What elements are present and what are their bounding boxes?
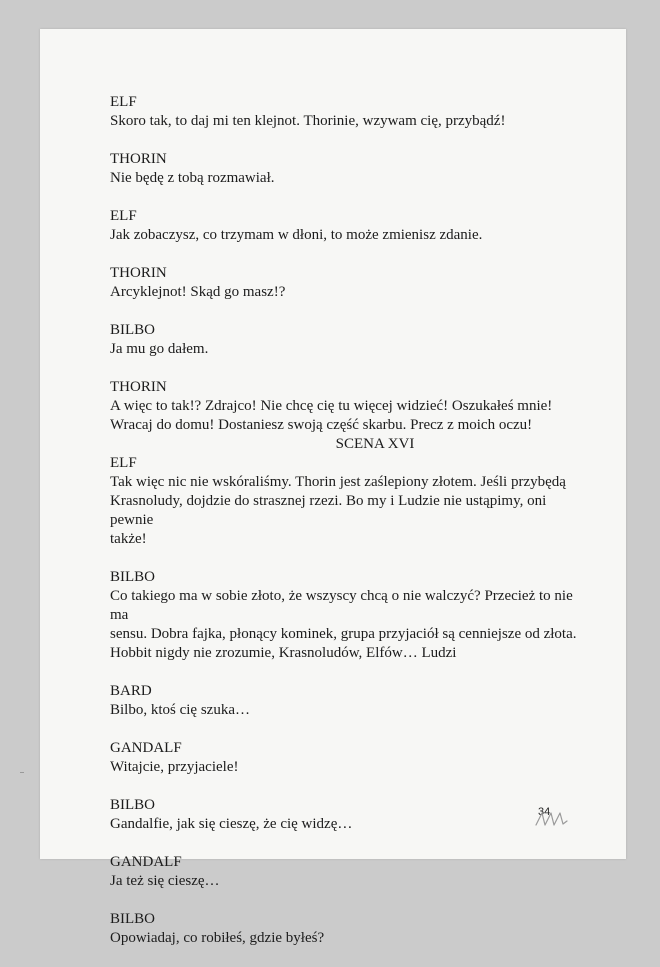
speaker-name: ELF	[110, 94, 137, 110]
dialogue-line: Arcyklejnot! Skąd go masz!?	[110, 284, 286, 300]
dialogue-block	[110, 853, 580, 891]
scan-speck	[20, 772, 24, 773]
dialogue-line: A więc to tak!? Zdrajco! Nie chcę cię tu więcej widzieć! Oszukałeś mnie!	[110, 398, 553, 414]
dialogue-line: Ja też się cieszę…	[110, 873, 220, 889]
speaker-name: BILBO	[110, 911, 155, 927]
dialogue-line: sensu. Dobra fajka, płonący kominek, grupa przyjaciół są cenniejsze od złota.	[110, 626, 577, 642]
dialogue-line: Jak zobaczysz, co trzymam w dłoni, to może zmienisz zdanie.	[110, 227, 483, 243]
dialogue-line: Nie będę z tobą rozmawiał.	[110, 170, 275, 186]
speaker-name: BILBO	[110, 322, 155, 338]
dialogue-block	[110, 568, 580, 663]
speaker-name: ELF	[110, 208, 137, 224]
dialogue-line: także!	[110, 531, 147, 547]
speaker-name: BILBO	[110, 569, 155, 585]
dialogue-block	[110, 207, 580, 245]
speaker-name: BILBO	[110, 797, 155, 813]
dialogue-block	[110, 264, 580, 302]
speaker-name: GANDALF	[110, 854, 182, 870]
script-page	[40, 29, 626, 946]
script-body	[110, 93, 580, 967]
handwritten-initials	[533, 808, 583, 828]
speaker-name: THORIN	[110, 151, 167, 167]
dialogue-block	[110, 321, 580, 359]
dialogue-block	[110, 796, 580, 834]
dialogue-line: Krasnoludy, dojdzie do strasznej rzezi. Bo my i Ludzie nie ustąpimy, oni pewnie	[110, 493, 547, 528]
dialogue-block	[110, 910, 580, 948]
speaker-name: THORIN	[110, 265, 167, 281]
dialogue-line: Co takiego ma w sobie złoto, że wszyscy chcą o nie walczyć? Przecież to nie ma	[110, 588, 573, 623]
dialogue-line: Witajcie, przyjaciele!	[110, 759, 239, 775]
dialogue-block	[110, 739, 580, 777]
dialogue-line: Skoro tak, to daj mi ten klejnot. Thorinie, wzywam cię, przybądź!	[110, 113, 506, 129]
speaker-name: THORIN	[110, 379, 167, 395]
dialogue-line: Opowiadaj, co robiłeś, gdzie byłeś?	[110, 930, 325, 946]
speaker-name: BARD	[110, 683, 152, 699]
dialogue-block	[110, 682, 580, 720]
speaker-name: ELF	[110, 455, 137, 471]
page-number: 34	[538, 806, 551, 818]
dialogue-line: Bilbo, ktoś cię szuka…	[110, 702, 250, 718]
dialogue-block	[110, 150, 580, 188]
dialogue-line: Gandalfie, jak się cieszę, że cię widzę…	[110, 816, 353, 832]
dialogue-block	[110, 378, 580, 435]
dialogue-line: Hobbit nigdy nie zrozumie, Krasnoludów, Elfów… Ludzi	[110, 645, 457, 661]
dialogue-block	[110, 454, 580, 549]
dialogue-line: Tak więc nic nie wskóraliśmy. Thorin jest zaślepiony złotem. Jeśli przybędą	[110, 474, 566, 490]
dialogue-line: Ja mu go dałem.	[110, 341, 209, 357]
dialogue-block	[110, 93, 580, 131]
dialogue-line: Wracaj do domu! Dostaniesz swoją część skarbu. Precz z moich oczu!	[110, 417, 533, 433]
scene-heading: SCENA XVI	[335, 436, 415, 452]
speaker-name: GANDALF	[110, 740, 182, 756]
